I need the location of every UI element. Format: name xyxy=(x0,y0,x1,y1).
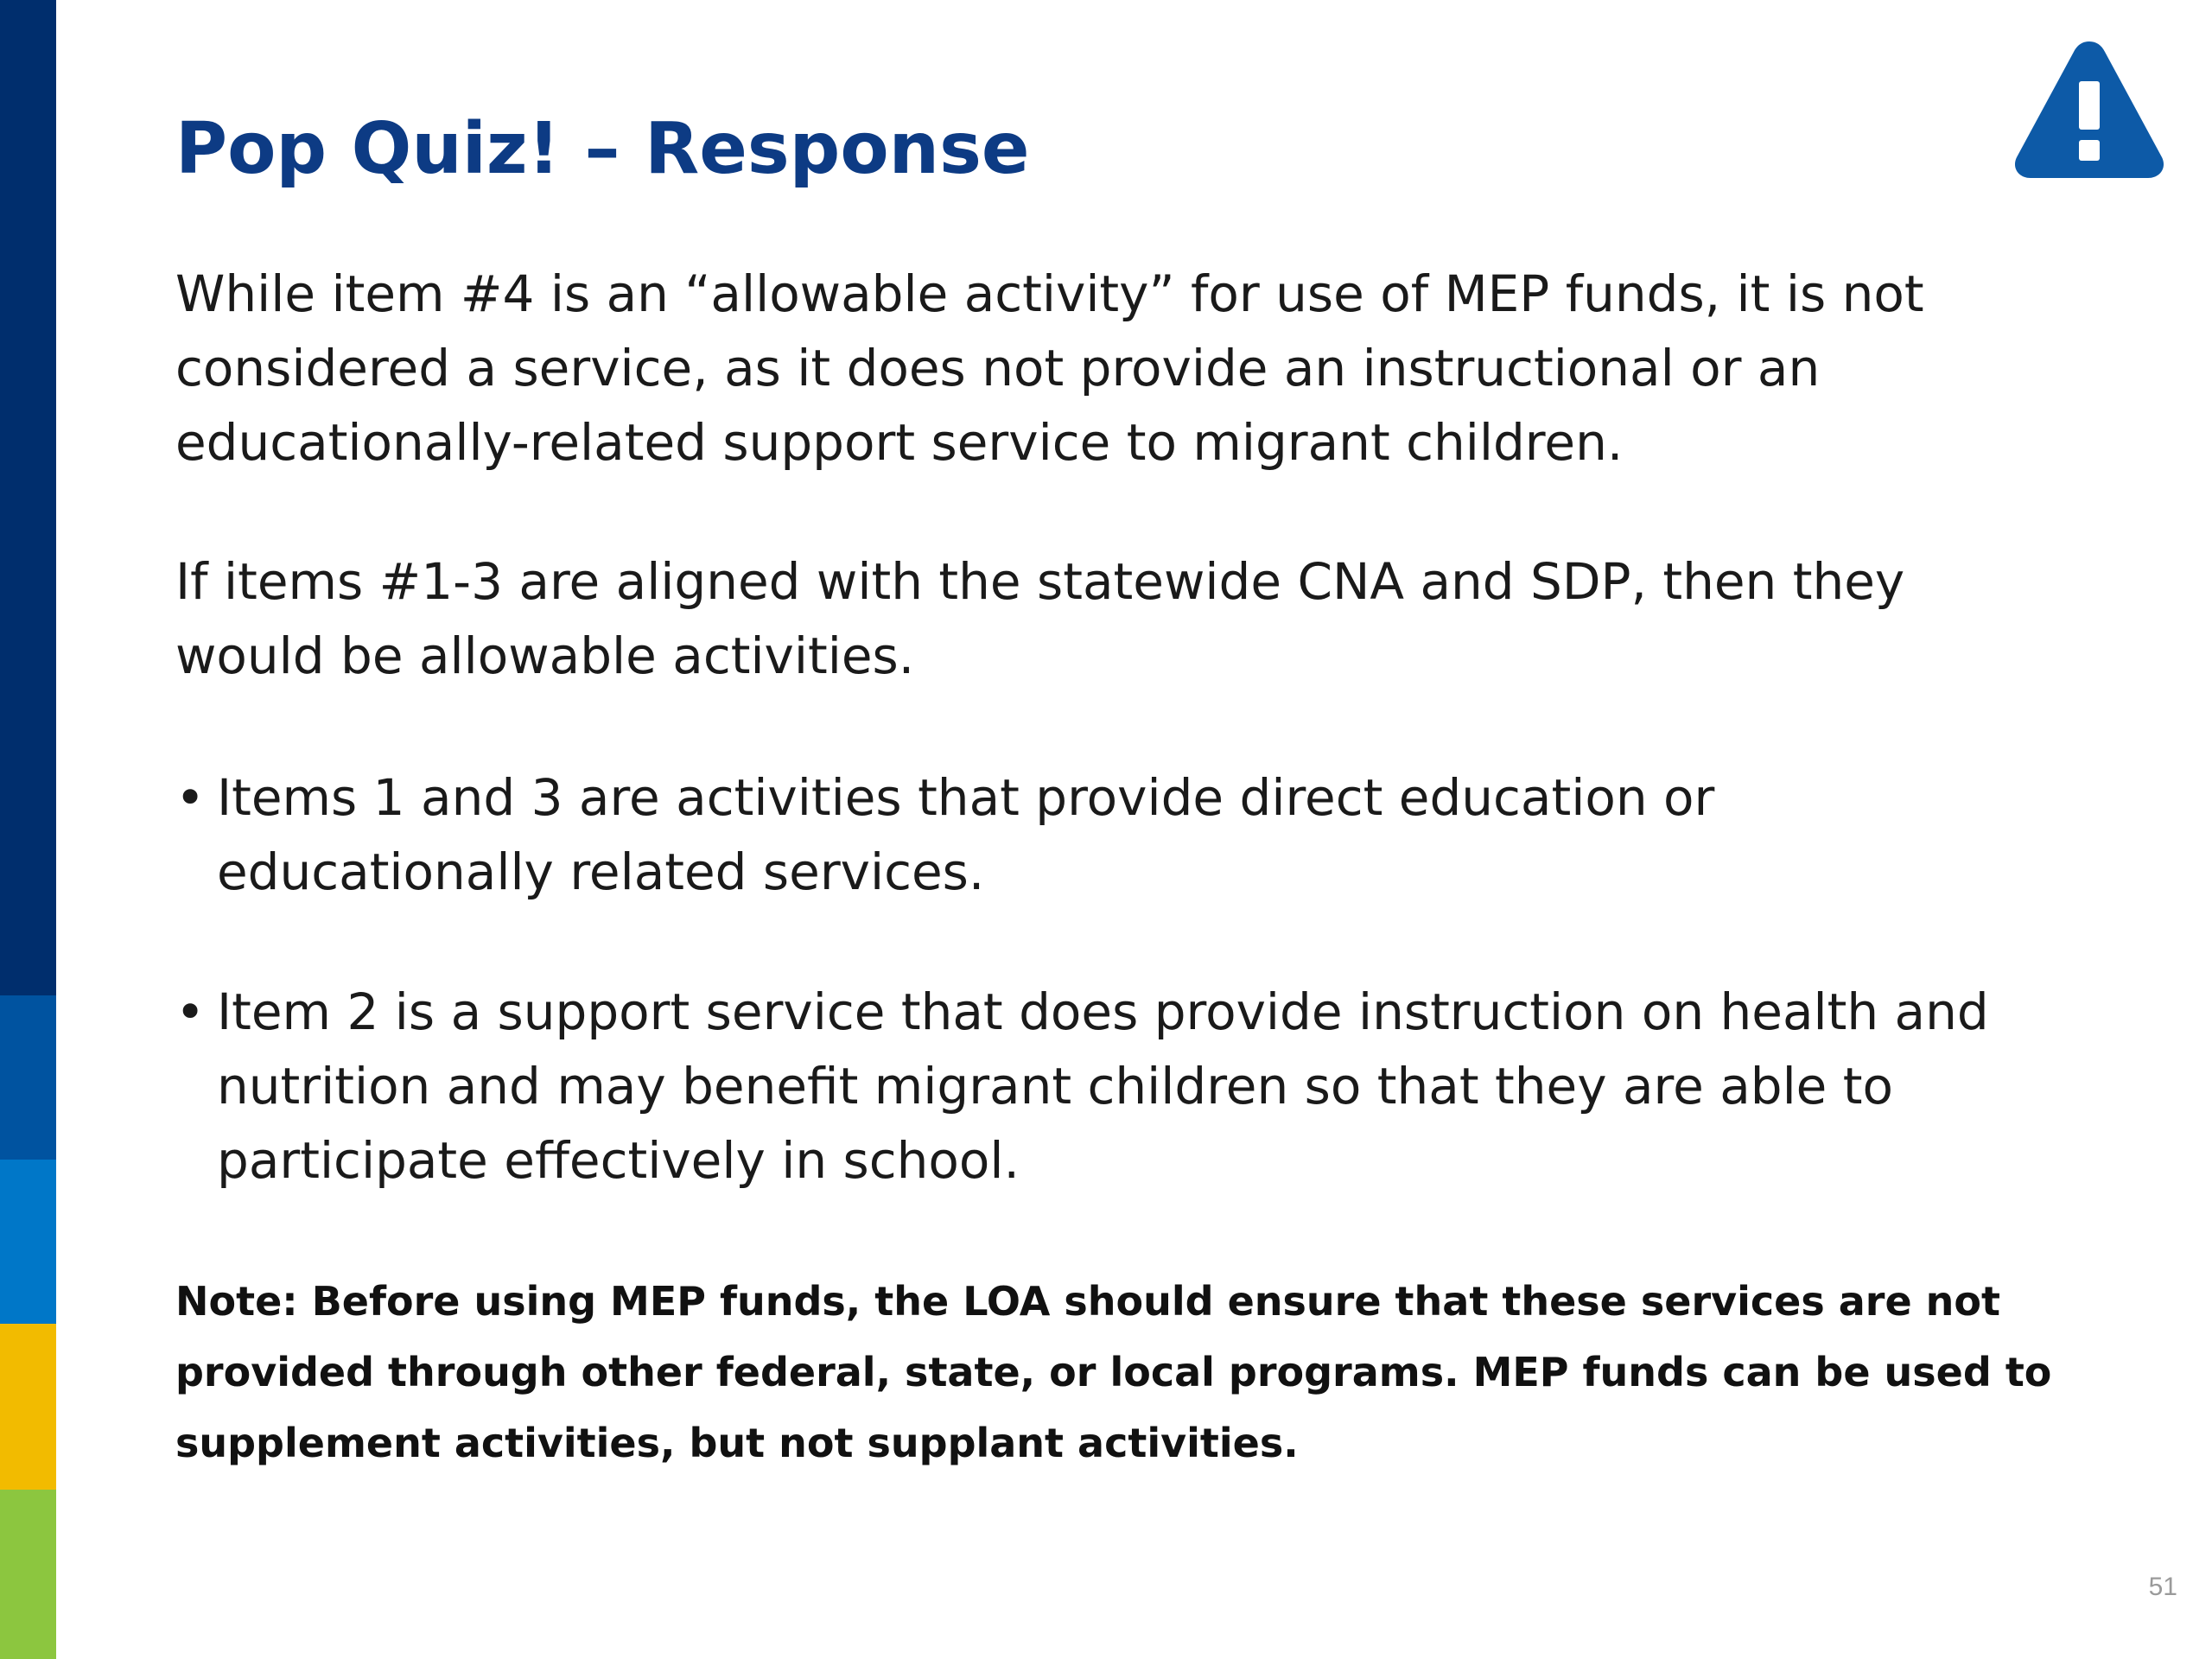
page-number: 51 xyxy=(2148,1573,2177,1601)
bullet-marker: • xyxy=(175,982,206,1041)
paragraph-aligned-items: If items #1-3 are aligned with the statewide CNA and SDP, then they would be allowable activities. xyxy=(175,552,1905,685)
slide-title: Pop Quiz! – Response xyxy=(175,108,1030,190)
side-bar-segment-blue xyxy=(0,995,56,1160)
side-bar-segment-navy xyxy=(0,0,56,995)
bullet-text: Item 2 is a support service that does provide instruction on health and nutrition and may benefit migrant children so that they are able to participate effectively in school. xyxy=(217,982,1989,1190)
side-bar-segment-green xyxy=(0,1490,56,1659)
bullet-text: Items 1 and 3 are activities that provide direct education or educationally related services. xyxy=(217,768,1715,901)
side-bar-segment-yellow xyxy=(0,1324,56,1490)
warning-icon xyxy=(2012,35,2167,183)
bullet-item-2 xyxy=(175,975,2059,1198)
paragraph-allowable-activity: While item #4 is an “allowable activity” for use of MEP funds, it is not considered a service, as it does not provide an instructional or an educationally-related support service to migrant children. xyxy=(175,264,1924,472)
bullet-item-1-and-3 xyxy=(175,760,2059,909)
note-text: Note: Before using MEP funds, the LOA should ensure that these services are not provided through other federal, state, or local programs. MEP funds can be used to supplement activities, but not supplant activities. xyxy=(175,1278,2052,1466)
decorative-side-bar xyxy=(0,0,56,1659)
side-bar-segment-light-blue xyxy=(0,1160,56,1324)
bullet-marker: • xyxy=(175,768,206,827)
